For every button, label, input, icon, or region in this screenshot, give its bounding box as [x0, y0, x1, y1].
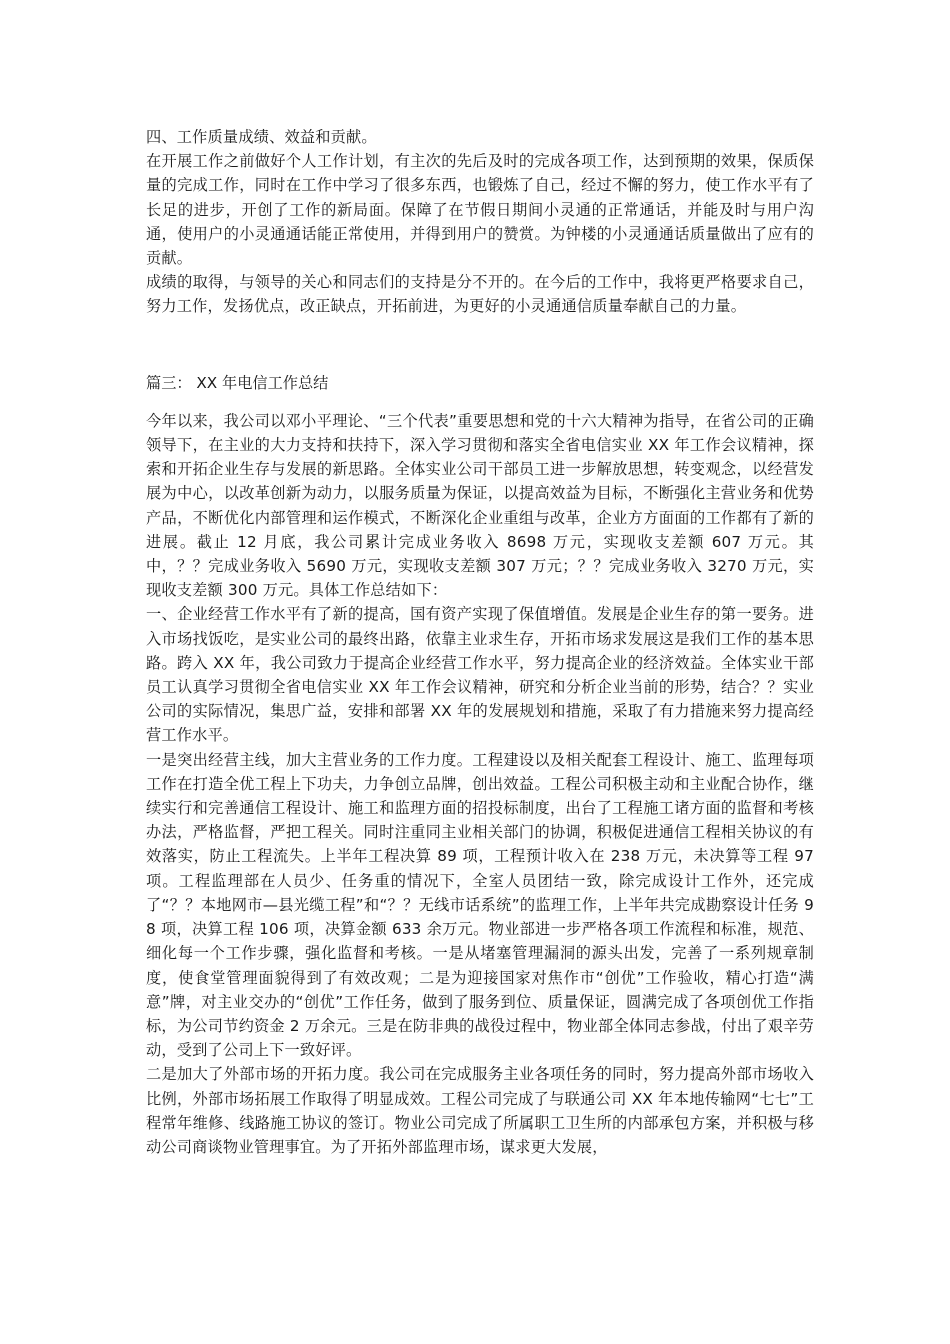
document-body	[146, 117, 814, 1159]
heading-quality-results: 四、工作质量成绩、效益和贡献。	[146, 128, 377, 146]
paragraph-main-business: 一是突出经营主线，加大主营业务的工作力度。工程建设以及相关配套工程设计、施工、监理每项工作在打造全优工程上下功夫，力争创立品牌，创出效益。工程公司积极主动和主业配合协作，继续实行和完善通信工程设计、施工和监理方面的招投标制度，出台了工程施工诸方面的监督和考核办法，严格监督，严把工程关。同时注重同主业相关部门的协调，积极促进通信工程相关协议的有效落实，防止工程流失。上半年工程决算 89 项，工程预计收入在 238 万元，未决算等工程 97 项。工程监理部在人员少、任务重的情况下，全室人员团结一致，除完成设计工作外，还完成了“？？本地网市—县光缆工程”和“？？无线市话系统”的监理工作，上半年共完成勘察设计任务 98 项，决算工程 106 项，决算金额 633 余万元。物业部进一步严格各项工作流程和标准，规范、细化每一个工作步骤，强化监督和考核。一是从堵塞管理漏洞的源头出发，完善了一系列规章制度，使食堂管理面貌得到了有效改观；二是为迎接国家对焦作市“创优”工作验收，精心打造“满意”牌，对主业交办的“创优”工作任务，做到了服务到位、质量保证，圆满完成了各项创优工作指标，为公司节约资金 2 万余元。三是在防非典的战役过程中，物业部全体同志参战，付出了艰辛劳动，受到了公司上下一致好评。	[146, 750, 814, 1060]
paragraph-work-plan: 在开展工作之前做好个人工作计划，有主次的先后及时的完成各项工作，达到预期的效果，保质保量的完成工作，同时在工作中学习了很多东西，也锻炼了自己，经过不懈的努力，使工作水平有了长足的进步，开创了工作的新局面。保障了在节假日期间小灵通的正常通话，并能及时与用户沟通，使用户的小灵通通话能正常使用，并得到用户的赞赏。为钟楼的小灵通通话质量做出了应有的贡献。	[146, 152, 814, 268]
paragraph-external-market: 二是加大了外部市场的开拓力度。我公司在完成服务主业各项任务的同时，努力提高外部市场收入比例，外部市场拓展工作取得了明显成效。工程公司完成了与联通公司 XX 年本地传输网“七七”工程常年维修、线路施工协议的签订。物业公司完成了所属职工卫生所的内部承包方案，并积极与移动公司商谈物业管理事宜。为了开拓外部监理市场，谋求更大发展，	[146, 1065, 814, 1156]
paragraph-business-level: 一、企业经营工作水平有了新的提高，国有资产实现了保值增值。发展是企业生存的第一要务。进入市场找饭吃，是实业公司的最终出路，依靠主业求生存，开拓市场求发展这是我们工作的基本思路。跨入 XX 年，我公司致力于提高企业经营工作水平，努力提高企业的经济效益。全体实业干部员工认真学习贯彻全省电信实业 XX 年工作会议精神，研究和分析企业当前的形势，结合？？实业公司的实际情况，集思广益，安排和部署 XX 年的发展规划和措施，采取了有力措施来努力提高经营工作水平。	[146, 605, 814, 745]
paragraph-achievements: 成绩的取得，与领导的关心和同志们的支持是分不开的。在今后的工作中，我将更严格要求自己，努力工作，发扬优点，改正缺点，开拓前进，为更好的小灵通通信质量奉献自己的力量。	[146, 273, 814, 316]
paragraph-annual-overview: 今年以来，我公司以邓小平理论、“三个代表”重要思想和党的十六大精神为指导，在省公司的正确领导下，在主业的大力支持和扶持下，深入学习贯彻和落实全省电信实业 XX 年工作会议精神，探索和开拓企业生存与发展的新思路。全体实业公司干部员工进一步解放思想，转变观念，以经营发展为中心，以改革创新为动力，以服务质量为保证，以提高效益为目标，不断强化主营业务和优势产品，不断优化内部管理和运作模式，不断深化企业重组与改革，企业方方面面的工作都有了新的进展。截止 12 月底，我公司累计完成业务收入 8698 万元，实现收支差额 607 万元。其中，？？完成业务收入 5690 万元，实现收支差额 307 万元；？？完成业务收入 3270 万元，实现收支差额 300 万元。具体工作总结如下：	[146, 411, 814, 600]
section-title: 篇三： XX 年电信工作总结	[146, 373, 329, 392]
